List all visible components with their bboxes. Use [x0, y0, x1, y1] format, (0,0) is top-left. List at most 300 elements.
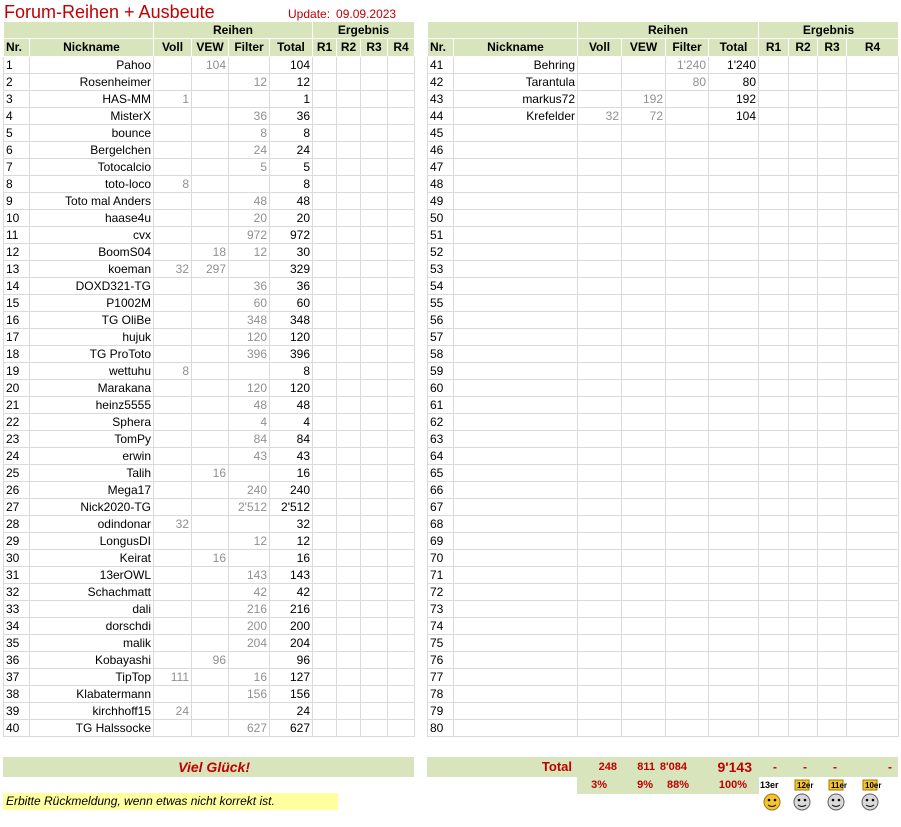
row-voll[interactable]	[154, 601, 192, 618]
row-r3[interactable]	[818, 465, 847, 482]
row-nr[interactable]: 45	[428, 125, 454, 142]
row-r2[interactable]	[337, 210, 361, 227]
row-r1[interactable]	[313, 516, 337, 533]
row-nickname[interactable]	[454, 397, 578, 414]
row-nickname[interactable]: Sphera	[30, 414, 154, 431]
row-total[interactable]	[709, 567, 759, 584]
row-vew[interactable]	[622, 601, 666, 618]
row-total[interactable]	[709, 414, 759, 431]
row-r2[interactable]	[789, 91, 818, 108]
row-filter[interactable]	[229, 57, 270, 74]
row-r4[interactable]	[847, 329, 899, 346]
row-r3[interactable]	[361, 312, 388, 329]
row-r1[interactable]	[759, 703, 789, 720]
row-nickname[interactable]: BoomS04	[30, 244, 154, 261]
row-r1[interactable]	[313, 125, 337, 142]
row-total[interactable]: 104	[270, 57, 313, 74]
row-voll[interactable]	[578, 380, 622, 397]
row-r2[interactable]	[789, 227, 818, 244]
row-total[interactable]: 32	[270, 516, 313, 533]
row-filter[interactable]	[666, 295, 709, 312]
row-total[interactable]	[709, 652, 759, 669]
row-total[interactable]: 104	[709, 108, 759, 125]
row-filter[interactable]	[229, 652, 270, 669]
row-r1[interactable]	[759, 686, 789, 703]
row-r1[interactable]	[759, 312, 789, 329]
row-r2[interactable]	[789, 550, 818, 567]
row-filter[interactable]: 84	[229, 431, 270, 448]
row-nr[interactable]: 76	[428, 652, 454, 669]
row-r3[interactable]	[361, 380, 388, 397]
row-r4[interactable]	[847, 618, 899, 635]
row-nr[interactable]: 3	[4, 91, 30, 108]
row-r1[interactable]	[313, 244, 337, 261]
row-nr[interactable]: 13	[4, 261, 30, 278]
row-nickname[interactable]: heinz5555	[30, 397, 154, 414]
row-filter[interactable]: 1'240	[666, 57, 709, 74]
row-r4[interactable]	[847, 380, 899, 397]
row-r2[interactable]	[789, 533, 818, 550]
row-nickname[interactable]: Nick2020-TG	[30, 499, 154, 516]
row-r4[interactable]	[388, 363, 415, 380]
row-vew[interactable]: 297	[192, 261, 229, 278]
row-r3[interactable]	[818, 635, 847, 652]
row-r4[interactable]	[847, 720, 899, 737]
row-r1[interactable]	[313, 227, 337, 244]
row-voll[interactable]	[154, 210, 192, 227]
row-r1[interactable]	[759, 669, 789, 686]
row-r1[interactable]	[313, 720, 337, 737]
row-nickname[interactable]: Krefelder	[454, 108, 578, 125]
row-voll[interactable]	[578, 652, 622, 669]
row-nickname[interactable]	[454, 686, 578, 703]
row-r4[interactable]	[388, 652, 415, 669]
row-r1[interactable]	[313, 261, 337, 278]
row-nr[interactable]: 19	[4, 363, 30, 380]
row-r3[interactable]	[361, 635, 388, 652]
row-nr[interactable]: 52	[428, 244, 454, 261]
row-nr[interactable]: 17	[4, 329, 30, 346]
row-r4[interactable]	[388, 142, 415, 159]
row-r4[interactable]	[388, 57, 415, 74]
row-nr[interactable]: 59	[428, 363, 454, 380]
row-total[interactable]: 396	[270, 346, 313, 363]
row-filter[interactable]	[229, 91, 270, 108]
row-r3[interactable]	[361, 516, 388, 533]
row-voll[interactable]	[578, 125, 622, 142]
row-vew[interactable]	[192, 210, 229, 227]
row-r1[interactable]	[313, 193, 337, 210]
row-voll[interactable]	[578, 550, 622, 567]
row-vew[interactable]	[192, 363, 229, 380]
row-r2[interactable]	[789, 295, 818, 312]
row-r1[interactable]	[313, 380, 337, 397]
row-r3[interactable]	[818, 210, 847, 227]
row-voll[interactable]	[154, 244, 192, 261]
row-r1[interactable]	[313, 74, 337, 91]
row-filter[interactable]	[666, 635, 709, 652]
row-voll[interactable]: 8	[154, 176, 192, 193]
row-vew[interactable]	[622, 652, 666, 669]
row-total[interactable]	[709, 533, 759, 550]
row-filter[interactable]	[666, 261, 709, 278]
row-vew[interactable]	[622, 720, 666, 737]
row-total[interactable]: 143	[270, 567, 313, 584]
row-r4[interactable]	[847, 465, 899, 482]
row-r3[interactable]	[361, 108, 388, 125]
row-nickname[interactable]: dali	[30, 601, 154, 618]
row-total[interactable]	[709, 516, 759, 533]
row-r4[interactable]	[847, 193, 899, 210]
row-nickname[interactable]	[454, 635, 578, 652]
row-nr[interactable]: 64	[428, 448, 454, 465]
row-r4[interactable]	[388, 108, 415, 125]
row-total[interactable]	[709, 346, 759, 363]
row-filter[interactable]: 8	[229, 125, 270, 142]
row-r1[interactable]	[313, 499, 337, 516]
row-nr[interactable]: 25	[4, 465, 30, 482]
row-r1[interactable]	[759, 159, 789, 176]
row-vew[interactable]	[622, 618, 666, 635]
row-voll[interactable]	[578, 686, 622, 703]
row-r2[interactable]	[789, 567, 818, 584]
row-r3[interactable]	[818, 397, 847, 414]
row-voll[interactable]	[154, 618, 192, 635]
row-total[interactable]: 12	[270, 74, 313, 91]
row-r2[interactable]	[337, 346, 361, 363]
row-r2[interactable]	[337, 618, 361, 635]
row-r4[interactable]	[847, 261, 899, 278]
row-nr[interactable]: 38	[4, 686, 30, 703]
row-r2[interactable]	[789, 720, 818, 737]
row-r1[interactable]	[313, 482, 337, 499]
row-filter[interactable]: 200	[229, 618, 270, 635]
row-nickname[interactable]	[454, 550, 578, 567]
row-nickname[interactable]	[454, 244, 578, 261]
row-nr[interactable]: 63	[428, 431, 454, 448]
row-total[interactable]	[709, 601, 759, 618]
row-voll[interactable]: 8	[154, 363, 192, 380]
row-r3[interactable]	[361, 601, 388, 618]
row-nr[interactable]: 72	[428, 584, 454, 601]
row-r1[interactable]	[313, 448, 337, 465]
row-filter[interactable]	[666, 669, 709, 686]
row-nickname[interactable]: Keirat	[30, 550, 154, 567]
row-nickname[interactable]	[454, 295, 578, 312]
row-r4[interactable]	[388, 584, 415, 601]
row-r3[interactable]	[818, 516, 847, 533]
row-vew[interactable]	[622, 346, 666, 363]
row-nr[interactable]: 47	[428, 159, 454, 176]
row-nickname[interactable]	[454, 227, 578, 244]
row-vew[interactable]	[622, 210, 666, 227]
row-nr[interactable]: 67	[428, 499, 454, 516]
row-vew[interactable]	[192, 278, 229, 295]
row-r4[interactable]	[847, 414, 899, 431]
row-nr[interactable]: 58	[428, 346, 454, 363]
row-filter[interactable]	[666, 567, 709, 584]
row-total[interactable]: 20	[270, 210, 313, 227]
row-filter[interactable]	[229, 516, 270, 533]
row-vew[interactable]	[622, 635, 666, 652]
row-total[interactable]: 43	[270, 448, 313, 465]
row-filter[interactable]: 12	[229, 244, 270, 261]
row-r3[interactable]	[361, 329, 388, 346]
row-r2[interactable]	[337, 550, 361, 567]
row-r3[interactable]	[818, 261, 847, 278]
row-nr[interactable]: 77	[428, 669, 454, 686]
row-nr[interactable]: 11	[4, 227, 30, 244]
row-r3[interactable]	[361, 482, 388, 499]
row-r4[interactable]	[847, 550, 899, 567]
row-r1[interactable]	[313, 431, 337, 448]
row-vew[interactable]	[622, 261, 666, 278]
row-total[interactable]: 80	[709, 74, 759, 91]
row-nickname[interactable]	[454, 278, 578, 295]
row-r1[interactable]	[313, 363, 337, 380]
row-total[interactable]	[709, 380, 759, 397]
row-voll[interactable]	[154, 465, 192, 482]
row-nickname[interactable]: malik	[30, 635, 154, 652]
row-r1[interactable]	[313, 686, 337, 703]
row-r1[interactable]	[313, 57, 337, 74]
row-r1[interactable]	[759, 635, 789, 652]
row-r4[interactable]	[847, 159, 899, 176]
row-r4[interactable]	[388, 703, 415, 720]
row-r4[interactable]	[388, 244, 415, 261]
row-vew[interactable]	[192, 720, 229, 737]
row-nickname[interactable]: TipTop	[30, 669, 154, 686]
row-r1[interactable]	[759, 193, 789, 210]
row-nr[interactable]: 14	[4, 278, 30, 295]
row-vew[interactable]	[622, 703, 666, 720]
row-total[interactable]	[709, 193, 759, 210]
row-r1[interactable]	[759, 329, 789, 346]
row-nickname[interactable]	[454, 720, 578, 737]
row-filter[interactable]: 120	[229, 329, 270, 346]
row-r3[interactable]	[818, 686, 847, 703]
row-r3[interactable]	[818, 312, 847, 329]
row-r1[interactable]	[759, 363, 789, 380]
row-nickname[interactable]: haase4u	[30, 210, 154, 227]
row-r4[interactable]	[388, 125, 415, 142]
row-nickname[interactable]	[454, 584, 578, 601]
row-vew[interactable]	[192, 397, 229, 414]
row-vew[interactable]	[192, 431, 229, 448]
row-r4[interactable]	[388, 227, 415, 244]
row-voll[interactable]	[578, 533, 622, 550]
row-filter[interactable]	[666, 108, 709, 125]
row-nr[interactable]: 20	[4, 380, 30, 397]
row-total[interactable]: 1	[270, 91, 313, 108]
row-r2[interactable]	[337, 601, 361, 618]
row-voll[interactable]	[578, 210, 622, 227]
row-vew[interactable]	[622, 363, 666, 380]
row-voll[interactable]	[578, 91, 622, 108]
row-voll[interactable]	[578, 363, 622, 380]
row-voll[interactable]	[578, 720, 622, 737]
row-total[interactable]	[709, 363, 759, 380]
row-r2[interactable]	[337, 312, 361, 329]
row-total[interactable]: 84	[270, 431, 313, 448]
row-r4[interactable]	[388, 261, 415, 278]
row-r3[interactable]	[818, 91, 847, 108]
row-r4[interactable]	[388, 720, 415, 737]
row-r1[interactable]	[313, 312, 337, 329]
row-total[interactable]: 204	[270, 635, 313, 652]
row-voll[interactable]	[154, 567, 192, 584]
row-nickname[interactable]: koeman	[30, 261, 154, 278]
row-r4[interactable]	[847, 346, 899, 363]
row-voll[interactable]	[578, 567, 622, 584]
row-filter[interactable]: 60	[229, 295, 270, 312]
row-r1[interactable]	[313, 91, 337, 108]
row-vew[interactable]	[622, 312, 666, 329]
row-vew[interactable]	[192, 669, 229, 686]
row-r2[interactable]	[789, 703, 818, 720]
row-total[interactable]	[709, 176, 759, 193]
row-filter[interactable]	[666, 193, 709, 210]
row-vew[interactable]	[622, 669, 666, 686]
row-r3[interactable]	[361, 703, 388, 720]
row-filter[interactable]	[229, 261, 270, 278]
row-voll[interactable]	[578, 142, 622, 159]
row-r1[interactable]	[759, 652, 789, 669]
row-total[interactable]	[709, 125, 759, 142]
row-nr[interactable]: 73	[428, 601, 454, 618]
row-filter[interactable]	[229, 176, 270, 193]
row-voll[interactable]	[578, 278, 622, 295]
row-total[interactable]	[709, 329, 759, 346]
row-r4[interactable]	[847, 363, 899, 380]
row-total[interactable]: 156	[270, 686, 313, 703]
row-nr[interactable]: 28	[4, 516, 30, 533]
row-r3[interactable]	[361, 720, 388, 737]
row-total[interactable]: 1'240	[709, 57, 759, 74]
row-r1[interactable]	[313, 295, 337, 312]
row-total[interactable]: 4	[270, 414, 313, 431]
row-r1[interactable]	[759, 227, 789, 244]
row-r1[interactable]	[759, 176, 789, 193]
row-r4[interactable]	[388, 380, 415, 397]
row-filter[interactable]	[229, 363, 270, 380]
row-voll[interactable]: 111	[154, 669, 192, 686]
row-total[interactable]: 16	[270, 465, 313, 482]
row-nickname[interactable]: wettuhu	[30, 363, 154, 380]
row-r3[interactable]	[818, 584, 847, 601]
row-vew[interactable]	[622, 567, 666, 584]
row-nickname[interactable]	[454, 312, 578, 329]
row-filter[interactable]	[666, 686, 709, 703]
row-r1[interactable]	[313, 669, 337, 686]
row-nickname[interactable]: 13erOWL	[30, 567, 154, 584]
row-voll[interactable]	[578, 176, 622, 193]
row-r3[interactable]	[361, 74, 388, 91]
row-r3[interactable]	[361, 465, 388, 482]
row-r4[interactable]	[388, 448, 415, 465]
row-r2[interactable]	[337, 635, 361, 652]
row-r1[interactable]	[313, 652, 337, 669]
row-filter[interactable]	[666, 448, 709, 465]
row-voll[interactable]: 24	[154, 703, 192, 720]
row-r3[interactable]	[818, 567, 847, 584]
row-vew[interactable]: 104	[192, 57, 229, 74]
row-nr[interactable]: 37	[4, 669, 30, 686]
row-vew[interactable]	[192, 295, 229, 312]
row-r4[interactable]	[388, 329, 415, 346]
row-r3[interactable]	[818, 448, 847, 465]
row-total[interactable]	[709, 210, 759, 227]
row-r3[interactable]	[818, 125, 847, 142]
row-r3[interactable]	[361, 567, 388, 584]
row-r2[interactable]	[789, 312, 818, 329]
row-total[interactable]: 127	[270, 669, 313, 686]
row-total[interactable]: 60	[270, 295, 313, 312]
row-vew[interactable]: 96	[192, 652, 229, 669]
row-filter[interactable]	[666, 159, 709, 176]
row-nr[interactable]: 50	[428, 210, 454, 227]
row-filter[interactable]	[666, 363, 709, 380]
row-r2[interactable]	[789, 244, 818, 261]
row-vew[interactable]	[622, 57, 666, 74]
row-r2[interactable]	[337, 533, 361, 550]
row-r1[interactable]	[759, 210, 789, 227]
row-voll[interactable]	[154, 159, 192, 176]
row-vew[interactable]	[192, 499, 229, 516]
row-nr[interactable]: 51	[428, 227, 454, 244]
row-r2[interactable]	[789, 652, 818, 669]
row-total[interactable]: 216	[270, 601, 313, 618]
row-vew[interactable]	[622, 125, 666, 142]
row-voll[interactable]	[578, 618, 622, 635]
row-r2[interactable]	[337, 431, 361, 448]
row-r3[interactable]	[361, 363, 388, 380]
row-r4[interactable]	[388, 465, 415, 482]
row-r4[interactable]	[388, 567, 415, 584]
row-r4[interactable]	[847, 295, 899, 312]
row-nickname[interactable]	[454, 652, 578, 669]
row-r3[interactable]	[818, 499, 847, 516]
row-nr[interactable]: 10	[4, 210, 30, 227]
row-voll[interactable]	[154, 108, 192, 125]
row-r1[interactable]	[759, 142, 789, 159]
row-r2[interactable]	[337, 142, 361, 159]
row-nickname[interactable]	[454, 533, 578, 550]
row-voll[interactable]	[154, 635, 192, 652]
row-total[interactable]: 329	[270, 261, 313, 278]
row-r3[interactable]	[361, 142, 388, 159]
row-total[interactable]	[709, 584, 759, 601]
row-vew[interactable]	[622, 482, 666, 499]
row-nickname[interactable]: markus72	[454, 91, 578, 108]
row-nr[interactable]: 15	[4, 295, 30, 312]
row-total[interactable]	[709, 159, 759, 176]
row-voll[interactable]	[578, 465, 622, 482]
row-r2[interactable]	[789, 210, 818, 227]
row-total[interactable]: 2'512	[270, 499, 313, 516]
row-total[interactable]: 24	[270, 142, 313, 159]
row-vew[interactable]	[192, 312, 229, 329]
row-vew[interactable]	[192, 448, 229, 465]
row-r4[interactable]	[847, 91, 899, 108]
row-vew[interactable]	[622, 329, 666, 346]
row-total[interactable]	[709, 465, 759, 482]
row-r3[interactable]	[361, 499, 388, 516]
row-filter[interactable]	[666, 516, 709, 533]
row-total[interactable]: 48	[270, 193, 313, 210]
row-filter[interactable]	[666, 346, 709, 363]
row-r4[interactable]	[847, 108, 899, 125]
